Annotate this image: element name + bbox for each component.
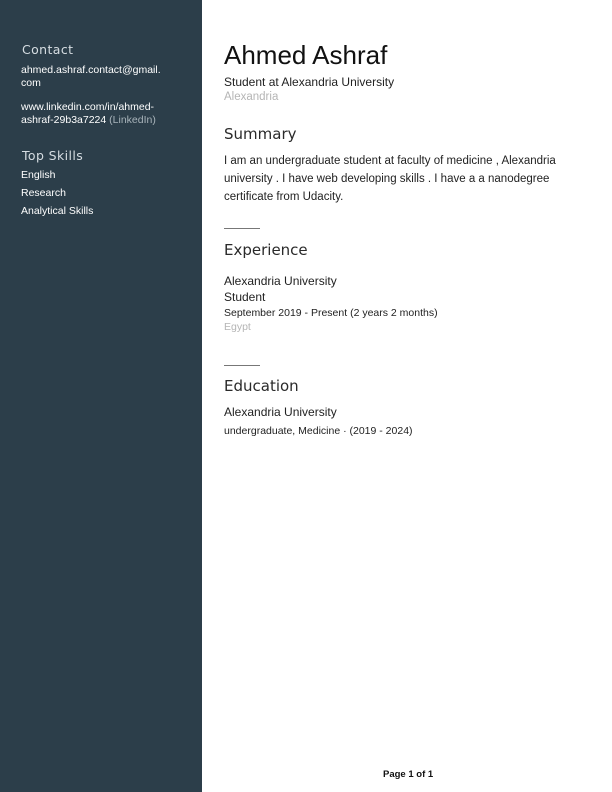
email-line-1: ahmed.ashraf.contact@gmail. <box>21 64 161 76</box>
summary-heading: Summary <box>224 125 297 143</box>
profile-headline: Student at Alexandria University <box>224 75 395 89</box>
page-number: Page 1 of 1 <box>383 769 434 780</box>
experience-dates: September 2019 - Present (2 years 2 months) <box>224 307 438 319</box>
contact-linkedin[interactable] <box>21 101 196 126</box>
profile-name: Ahmed Ashraf <box>224 40 388 70</box>
summary-text: I am an undergraduate student at faculty of medicine , Alexandria university . I have web developing skills . I have a a nanodegree certificate from Udacity. <box>224 155 556 203</box>
experience-location: Egypt <box>224 321 251 333</box>
top-skills-heading: Top Skills <box>22 148 84 163</box>
sidebar <box>0 0 202 792</box>
skill-item: English <box>21 169 56 181</box>
email-line-2: com <box>21 76 41 89</box>
experience-organization: Alexandria University <box>224 274 337 288</box>
skill-item: Research <box>21 187 66 199</box>
education-details: undergraduate, Medicine · (2019 - 2024) <box>224 425 413 437</box>
skill-item: Analytical Skills <box>21 205 94 217</box>
section-divider <box>224 365 260 366</box>
section-divider <box>224 228 260 229</box>
education-institution: Alexandria University <box>224 405 337 419</box>
linkedin-line-2: ashraf-29b3a7224 <box>21 113 107 126</box>
profile-location: Alexandria <box>224 91 279 103</box>
education-heading: Education <box>224 377 299 395</box>
linkedin-line-1: www.linkedin.com/in/ahmed- <box>21 101 155 113</box>
experience-role: Student <box>224 290 266 304</box>
contact-email[interactable] <box>21 64 196 89</box>
linkedin-label: (LinkedIn) <box>109 113 156 126</box>
contact-heading: Contact <box>22 42 74 57</box>
experience-heading: Experience <box>224 241 308 259</box>
